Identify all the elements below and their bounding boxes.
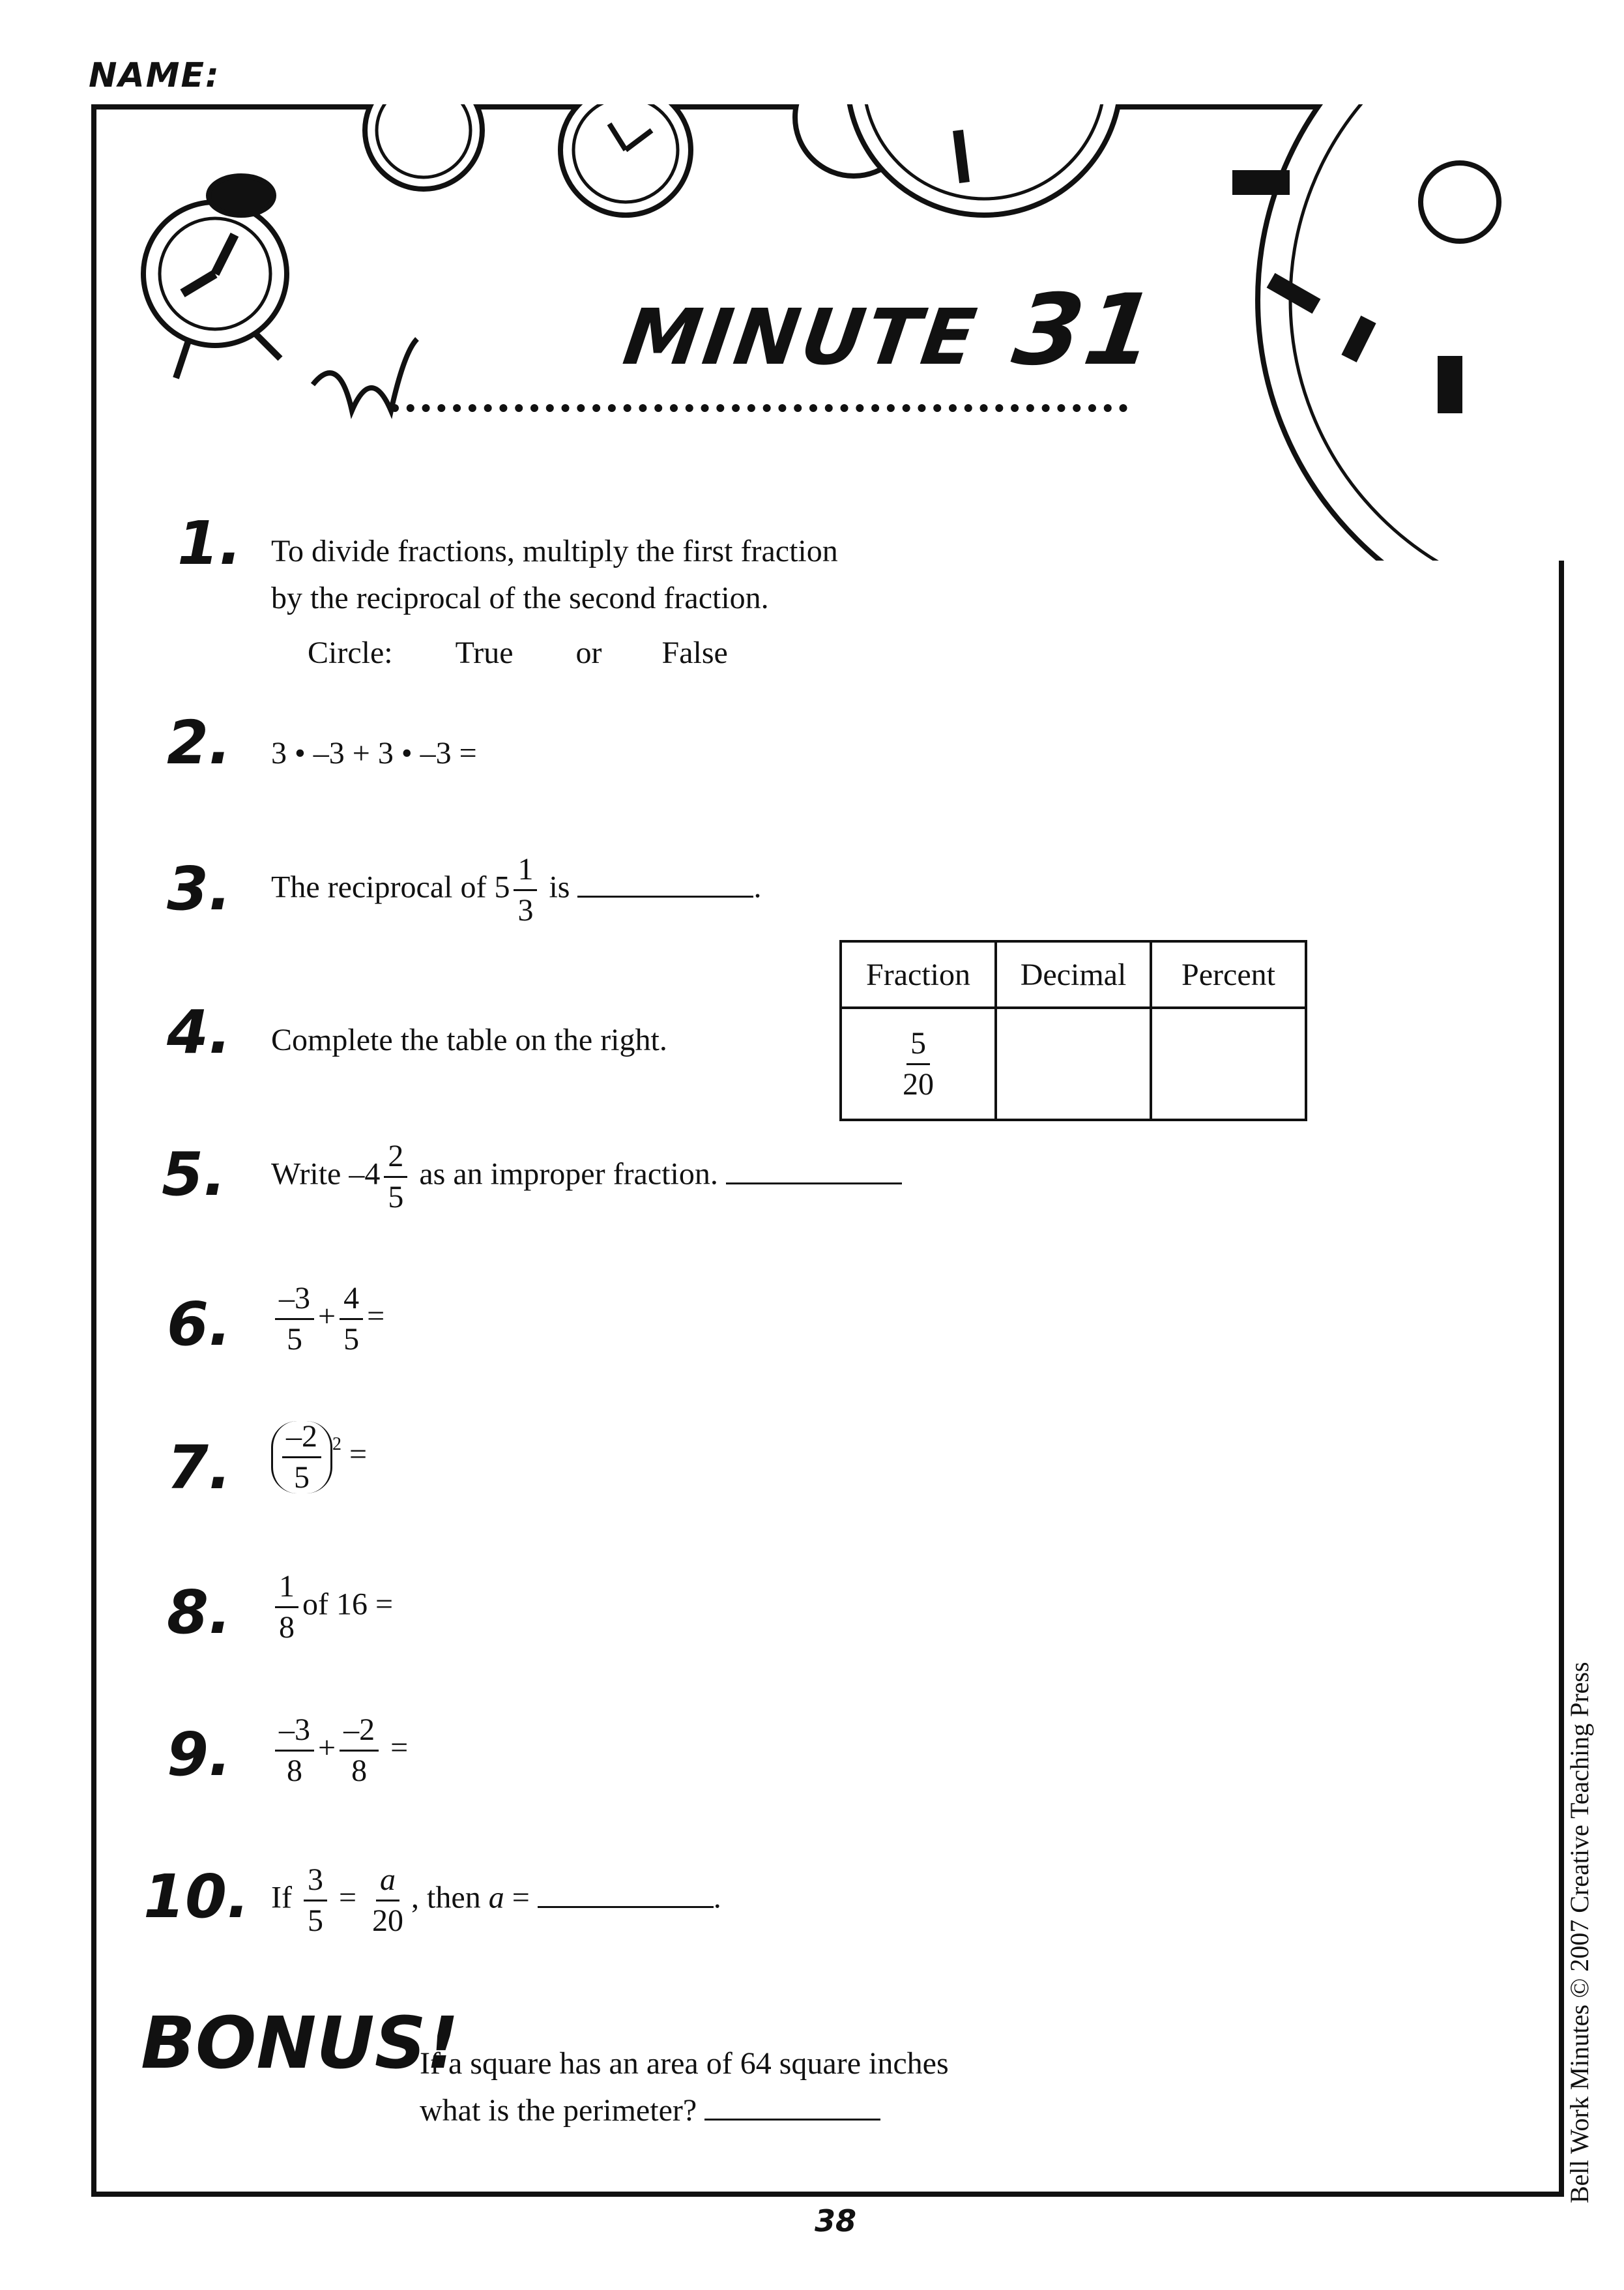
denominator: 20: [903, 1066, 934, 1102]
question-number-6: 6.: [167, 1289, 231, 1359]
question-number-4: 4.: [167, 997, 231, 1067]
exponent: 2: [332, 1434, 341, 1454]
operator: +: [318, 1730, 336, 1765]
fraction: [275, 1714, 314, 1787]
question-1: [271, 528, 838, 677]
question-number-8: 8.: [167, 1578, 231, 1647]
conversion-table: [839, 940, 1307, 1121]
question-1-line1: To divide fractions, multiply the first fraction: [271, 534, 838, 568]
fraction: [899, 1025, 938, 1102]
question-3: [271, 854, 761, 926]
question-5-text: Write –4: [271, 1156, 381, 1192]
question-8-text: of 16 =: [302, 1587, 394, 1622]
equals: =: [338, 1880, 357, 1915]
circle-label: Circle:: [308, 636, 393, 670]
question-number-2: 2.: [167, 708, 231, 778]
alarm-clock-icon: [143, 176, 417, 411]
large-clock-icon: [1258, 104, 1564, 561]
period: .: [753, 870, 762, 905]
parentheses: [271, 1421, 332, 1493]
variable: a: [488, 1880, 504, 1915]
cell-percent[interactable]: [1151, 1008, 1306, 1120]
fraction: [282, 1421, 321, 1493]
denominator: 5: [307, 1903, 323, 1938]
numerator: –3: [275, 1714, 314, 1752]
denominator: 20: [372, 1903, 404, 1938]
numerator: –3: [275, 1283, 314, 1320]
name-label: NAME:: [89, 56, 220, 95]
denominator: 5: [388, 1180, 404, 1214]
question-number-1: 1.: [177, 508, 242, 578]
title-word: MINUTE: [618, 292, 984, 382]
fraction: [340, 1283, 363, 1355]
bonus-question: [420, 2040, 949, 2134]
header-percent: Percent: [1151, 941, 1306, 1008]
answer-blank-10[interactable]: [538, 1880, 714, 1908]
denominator: 8: [351, 1754, 368, 1788]
answer-blank-3[interactable]: [577, 870, 753, 898]
question-number-10: 10.: [143, 1862, 250, 1931]
question-6: [271, 1283, 384, 1355]
answer-blank-5[interactable]: [726, 1156, 902, 1184]
numerator: 5: [906, 1028, 930, 1065]
numerator: 1: [275, 1571, 298, 1608]
denominator: 8: [279, 1610, 295, 1645]
question-4: Complete the table on the right.: [271, 1023, 667, 1057]
fraction: [275, 1283, 314, 1355]
cell-decimal[interactable]: [996, 1008, 1151, 1120]
question-number-9: 9.: [167, 1720, 231, 1789]
question-3-text: The reciprocal of 5: [271, 870, 510, 905]
equals: =: [512, 1880, 530, 1915]
copyright: Bell Work Minutes © 2007 Creative Teaching Press: [1565, 1662, 1594, 2203]
cell-fraction: [841, 1008, 996, 1120]
numerator: 3: [304, 1864, 327, 1901]
bonus-label: BONUS!: [141, 2001, 459, 2085]
fraction: [368, 1864, 407, 1937]
denominator: 3: [517, 893, 534, 928]
equals: =: [367, 1299, 385, 1334]
numerator: a: [376, 1864, 399, 1901]
question-number-7: 7.: [167, 1433, 231, 1503]
clock-icon: [560, 104, 691, 215]
denominator: 5: [294, 1460, 310, 1495]
page-number: 38: [815, 2203, 857, 2239]
option-or: or: [575, 636, 602, 670]
title-number: 31: [1007, 274, 1165, 387]
question-3-is: is: [549, 870, 570, 905]
question-8: [271, 1571, 393, 1643]
numerator: 1: [514, 854, 537, 891]
question-5: [271, 1141, 902, 1213]
fraction: [514, 854, 537, 926]
question-9: [271, 1714, 408, 1787]
equals: =: [349, 1437, 368, 1472]
option-true[interactable]: True: [455, 636, 514, 670]
fraction: [304, 1864, 327, 1937]
numerator: –2: [282, 1421, 321, 1458]
header-decimal: Decimal: [996, 941, 1151, 1008]
then-text: , then: [411, 1880, 481, 1915]
option-false[interactable]: False: [661, 636, 728, 670]
title-underline: [391, 404, 1127, 412]
bonus-line1: If a square has an area of 64 square inches: [420, 2046, 949, 2081]
numerator: 4: [340, 1283, 363, 1320]
fraction: [384, 1141, 407, 1213]
fraction: [340, 1714, 379, 1787]
operator: +: [318, 1299, 336, 1334]
bonus-line2-wrap: [420, 2087, 949, 2134]
question-number-3: 3.: [167, 854, 231, 924]
bonus-line2: what is the perimeter?: [420, 2093, 697, 2128]
period: .: [713, 1880, 721, 1915]
equals: =: [390, 1730, 409, 1765]
fraction: [275, 1571, 298, 1643]
question-5-text-after: as an improper fraction.: [419, 1156, 718, 1192]
if-text: If: [271, 1880, 292, 1915]
answer-blank-bonus[interactable]: [704, 2092, 880, 2121]
page-title: [618, 274, 1164, 387]
question-2: 3 • –3 + 3 • –3 =: [271, 736, 477, 771]
numerator: –2: [340, 1714, 379, 1752]
question-10: [271, 1864, 721, 1937]
header-fraction: Fraction: [841, 941, 996, 1008]
denominator: 5: [287, 1322, 302, 1357]
circle-options: [271, 630, 838, 677]
question-number-5: 5.: [162, 1139, 226, 1209]
numerator: 2: [384, 1141, 407, 1178]
question-7: [271, 1421, 367, 1493]
denominator: 5: [343, 1322, 360, 1357]
denominator: 8: [287, 1754, 302, 1788]
question-1-line2: by the reciprocal of the second fraction.: [271, 581, 769, 615]
